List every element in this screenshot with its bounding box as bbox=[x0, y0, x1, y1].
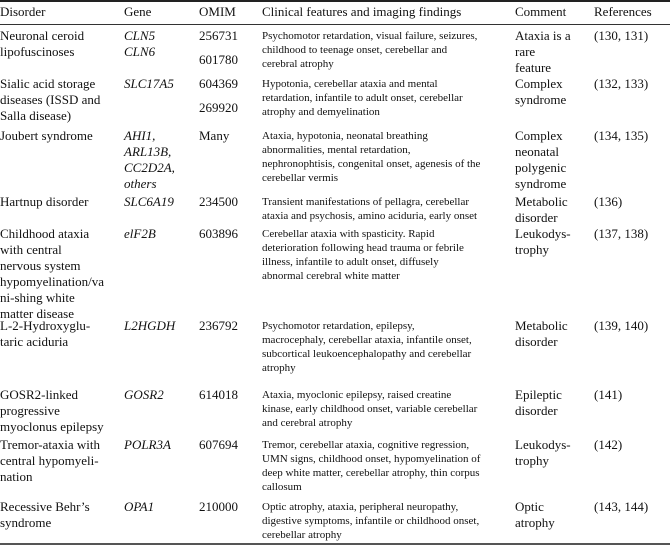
clinical-features-cell-line: Transient manifestations of pellagra, cerebellar bbox=[262, 196, 469, 208]
gene-cell bbox=[124, 76, 196, 92]
comment-cell bbox=[515, 226, 587, 258]
comment-cell bbox=[515, 318, 587, 350]
references-cell bbox=[594, 28, 666, 44]
comment-cell bbox=[515, 28, 587, 76]
comment-cell-line: atrophy bbox=[515, 515, 555, 530]
clinical-features-cell bbox=[262, 226, 510, 283]
omim-cell-line: 236792 bbox=[199, 318, 238, 333]
gene-cell bbox=[124, 128, 196, 192]
references-cell bbox=[594, 437, 666, 453]
disorder-cell bbox=[0, 194, 120, 210]
references-cell bbox=[594, 128, 666, 144]
clinical-features-cell-line: childhood to teenage onset, cerebellar and bbox=[262, 44, 448, 56]
omim-cell bbox=[199, 387, 259, 411]
disorder-cell-line: nation bbox=[0, 469, 33, 484]
omim-cell bbox=[199, 437, 259, 461]
table-bottom-rule bbox=[0, 543, 670, 545]
omim-cell bbox=[199, 28, 259, 76]
comment-cell-line: rare bbox=[515, 44, 536, 59]
clinical-features-cell-line: subcortical leukoencephalopathy and cerebellar bbox=[262, 348, 472, 360]
clinical-features-cell-line: retardation, infantile to adult onset, cerebellar bbox=[262, 92, 463, 104]
disorder-cell-line: Neuronal ceroid bbox=[0, 28, 85, 43]
clinical-features-cell-line: Hypotonia, cerebellar ataxia and mental bbox=[262, 78, 438, 90]
disorder-cell-line: Salla disease) bbox=[0, 108, 72, 123]
disorder-cell-line: nervous system bbox=[0, 258, 81, 273]
disorder-cell-line: progressive bbox=[0, 403, 60, 418]
disorder-cell bbox=[0, 226, 120, 322]
references-cell-line: (143, 144) bbox=[594, 499, 649, 514]
comment-cell-line: Metabolic bbox=[515, 318, 568, 333]
clinical-features-cell-line: Optic atrophy, ataxia, peripheral neuropathy, bbox=[262, 501, 459, 513]
disorder-cell-line: matter disease bbox=[0, 306, 74, 321]
comment-cell-line: Ataxia is a bbox=[515, 28, 571, 43]
omim-cell-line: 604369 bbox=[199, 76, 238, 91]
disorder-cell-line: myoclonus epilepsy bbox=[0, 419, 104, 434]
clinical-features-cell-line: nephronophtisis, congenital onset, agenesis of the bbox=[262, 158, 481, 170]
references-cell-line: (142) bbox=[594, 437, 623, 452]
clinical-features-cell bbox=[262, 499, 510, 542]
clinical-features-cell bbox=[262, 387, 510, 430]
comment-cell-line: Metabolic bbox=[515, 194, 568, 209]
references-cell bbox=[594, 76, 666, 92]
clinical-features-cell bbox=[262, 128, 510, 185]
comment-cell-line: trophy bbox=[515, 453, 549, 468]
disorder-cell-line: syndrome bbox=[0, 515, 52, 530]
comment-cell-line: syndrome bbox=[515, 92, 567, 107]
clinical-features-cell-line: Ataxia, myoclonic epilepsy, raised creatine bbox=[262, 389, 452, 401]
references-cell-line: (134, 135) bbox=[594, 128, 649, 143]
clinical-features-cell-line: abnormal cerebral white matter bbox=[262, 270, 400, 282]
disorder-cell-line: central hypomyeli- bbox=[0, 453, 99, 468]
clinical-features-cell-line: digestive symptoms, infantile or childhood onset, bbox=[262, 515, 480, 527]
gene-cell bbox=[124, 437, 196, 453]
gene-cell bbox=[124, 499, 196, 515]
header-comment: Comment bbox=[515, 4, 567, 19]
references-cell bbox=[594, 499, 666, 515]
clinical-features-cell-line: deep white matter, cerebellar atrophy, thin corpus bbox=[262, 467, 480, 479]
gene-cell-line: CLN5 bbox=[124, 28, 156, 43]
comment-cell-line: Complex bbox=[515, 128, 563, 143]
disorder-cell bbox=[0, 76, 120, 124]
omim-cell-line: 269920 bbox=[199, 100, 238, 115]
disorder-cell-line: with central bbox=[0, 242, 62, 257]
gene-cell-line: POLR3A bbox=[124, 437, 171, 452]
gene-cell bbox=[124, 226, 196, 242]
omim-cell bbox=[199, 499, 259, 523]
disorder-cell-line: lipofuscinoses bbox=[0, 44, 75, 59]
clinical-features-cell bbox=[262, 194, 510, 223]
clinical-features-cell-line: Ataxia, hypotonia, neonatal breathing bbox=[262, 130, 428, 142]
omim-cell-line: 234500 bbox=[199, 194, 238, 209]
comment-cell-line: syndrome bbox=[515, 176, 567, 191]
gene-cell-line: OPA1 bbox=[124, 499, 155, 514]
omim-cell-line: 603896 bbox=[199, 226, 238, 241]
disorder-cell-line: hypomyelination/va bbox=[0, 274, 104, 289]
disorder-cell-line: Recessive Behr’s bbox=[0, 499, 90, 514]
disorder-cell bbox=[0, 128, 120, 144]
omim-cell bbox=[199, 128, 259, 152]
clinical-features-cell-line: deterioration following head trauma or febrile bbox=[262, 242, 464, 254]
omim-cell bbox=[199, 318, 259, 342]
gene-cell bbox=[124, 387, 196, 403]
disorder-cell-line: Childhood ataxia bbox=[0, 226, 90, 241]
comment-cell bbox=[515, 194, 587, 226]
gene-cell-line: elF2B bbox=[124, 226, 156, 241]
clinical-features-cell bbox=[262, 76, 510, 119]
omim-cell-line: 607694 bbox=[199, 437, 238, 452]
omim-cell-line: 614018 bbox=[199, 387, 238, 402]
omim-cell-line: 601780 bbox=[199, 52, 238, 67]
clinical-features-cell bbox=[262, 28, 510, 71]
comment-cell-line: neonatal bbox=[515, 144, 560, 159]
references-cell-line: (132, 133) bbox=[594, 76, 649, 91]
comment-cell-line: Leukodys- bbox=[515, 437, 571, 452]
references-cell-line: (130, 131) bbox=[594, 28, 649, 43]
references-cell-line: (136) bbox=[594, 194, 623, 209]
clinical-features-cell-line: UMN signs, childhood onset, hypomyelination of bbox=[262, 453, 481, 465]
omim-cell bbox=[199, 226, 259, 250]
omim-cell bbox=[199, 76, 259, 124]
gene-cell bbox=[124, 194, 196, 210]
table-header-rule bbox=[0, 24, 670, 25]
clinical-features-cell bbox=[262, 318, 510, 375]
gene-cell-line: CC2D2A, bbox=[124, 160, 175, 175]
comment-cell-line: disorder bbox=[515, 403, 558, 418]
comment-cell bbox=[515, 437, 587, 469]
clinical-features-cell-line: macrocephaly, cerebellar ataxia, infantile onset, bbox=[262, 334, 472, 346]
clinical-features-cell-line: Cerebellar ataxia with spasticity. Rapid bbox=[262, 228, 435, 240]
clinical-features-cell-line: cerebellar vermis bbox=[262, 172, 339, 184]
clinical-features-cell-line: Psychomotor retardation, epilepsy, bbox=[262, 320, 415, 332]
disorder-cell-line: taric aciduria bbox=[0, 334, 69, 349]
clinical-features-cell-line: and cerebral atrophy bbox=[262, 417, 353, 429]
disorder-cell bbox=[0, 499, 120, 531]
disorder-cell-line: L-2-Hydroxyglu- bbox=[0, 318, 91, 333]
header-gene: Gene bbox=[124, 4, 152, 19]
disorder-cell-line: GOSR2-linked bbox=[0, 387, 78, 402]
disorder-cell bbox=[0, 318, 120, 350]
omim-cell-line: Many bbox=[199, 128, 230, 143]
references-cell bbox=[594, 226, 666, 242]
header-disorder: Disorder bbox=[0, 4, 46, 19]
disorder-cell-line: Joubert syndrome bbox=[0, 128, 93, 143]
disorder-cell-line: ni-shing white bbox=[0, 290, 75, 305]
comment-cell bbox=[515, 128, 587, 192]
gene-cell-line: GOSR2 bbox=[124, 387, 164, 402]
disorder-cell-line: Tremor-ataxia with bbox=[0, 437, 100, 452]
disorder-cell bbox=[0, 28, 120, 60]
comment-cell bbox=[515, 76, 587, 108]
clinical-features-cell-line: cerebral atrophy bbox=[262, 58, 334, 70]
comment-cell-line: Epileptic bbox=[515, 387, 562, 402]
gene-cell bbox=[124, 318, 196, 334]
disorder-cell bbox=[0, 437, 120, 485]
disorder-cell-line: Sialic acid storage bbox=[0, 76, 96, 91]
clinical-features-cell-line: atrophy and demyelination bbox=[262, 106, 380, 118]
disorder-cell-line: Hartnup disorder bbox=[0, 194, 89, 209]
gene-cell-line: L2HGDH bbox=[124, 318, 176, 333]
gene-cell-line: SLC6A19 bbox=[124, 194, 174, 209]
references-cell bbox=[594, 318, 666, 334]
clinical-features-cell-line: ataxia and psychosis, amino aciduria, early onset bbox=[262, 210, 478, 222]
references-cell-line: (141) bbox=[594, 387, 623, 402]
references-cell-line: (137, 138) bbox=[594, 226, 649, 241]
clinical-features-cell-line: abnormalities, mental retardation, bbox=[262, 144, 411, 156]
comment-cell-line: Leukodys- bbox=[515, 226, 571, 241]
comment-cell bbox=[515, 499, 587, 531]
header-clinical: Clinical features and imaging findings bbox=[262, 4, 462, 19]
comment-cell-line: polygenic bbox=[515, 160, 567, 175]
clinical-features-cell-line: callosum bbox=[262, 481, 302, 493]
disorder-cell bbox=[0, 387, 120, 435]
omim-cell bbox=[199, 194, 259, 218]
comment-cell-line: Complex bbox=[515, 76, 563, 91]
table-top-rule bbox=[0, 0, 670, 2]
gene-cell-line: ARL13B, bbox=[124, 144, 172, 159]
clinical-features-cell bbox=[262, 437, 510, 494]
clinical-features-cell-line: illness, infantile to adult onset, diffusely bbox=[262, 256, 439, 268]
comment-cell-line: trophy bbox=[515, 242, 549, 257]
gene-cell-line: SLC17A5 bbox=[124, 76, 174, 91]
references-cell-line: (139, 140) bbox=[594, 318, 649, 333]
omim-cell-line: 210000 bbox=[199, 499, 238, 514]
gene-cell-line: others bbox=[124, 176, 157, 191]
disorder-cell-line: diseases (ISSD and bbox=[0, 92, 101, 107]
clinical-features-cell-line: Tremor, cerebellar ataxia, cognitive regression, bbox=[262, 439, 470, 451]
omim-cell-line: 256731 bbox=[199, 28, 238, 43]
comment-cell-line: disorder bbox=[515, 210, 558, 225]
clinical-features-cell-line: kinase, early childhood onset, variable cerebellar bbox=[262, 403, 478, 415]
clinical-features-cell-line: atrophy bbox=[262, 362, 296, 374]
header-references: References bbox=[594, 4, 652, 19]
references-cell bbox=[594, 387, 666, 403]
gene-cell-line: AHI1, bbox=[124, 128, 156, 143]
comment-cell-line: feature bbox=[515, 60, 552, 75]
gene-cell bbox=[124, 28, 196, 60]
gene-cell-line: CLN6 bbox=[124, 44, 156, 59]
comment-cell-line: Optic bbox=[515, 499, 544, 514]
comment-cell bbox=[515, 387, 587, 419]
clinical-features-cell-line: cerebellar atrophy bbox=[262, 529, 342, 541]
comment-cell-line: disorder bbox=[515, 334, 558, 349]
header-omim: OMIM bbox=[199, 4, 236, 19]
references-cell bbox=[594, 194, 666, 210]
clinical-features-cell-line: Psychomotor retardation, visual failure, seizures, bbox=[262, 30, 478, 42]
